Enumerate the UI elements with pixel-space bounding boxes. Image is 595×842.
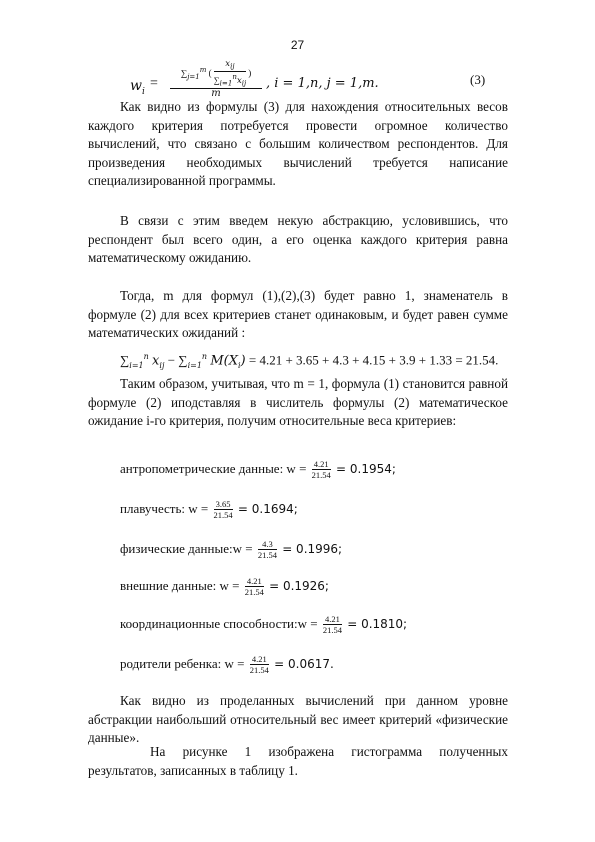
formula-eq: = bbox=[150, 76, 158, 91]
paragraph-2: В связи с этим введем некую абстракцию, условившись, что респондент был всего один, а его оценка каждого критерия равна математическому ожиданию. bbox=[88, 213, 508, 266]
equation-number: (3) bbox=[470, 72, 486, 87]
weight-line: физические данные:w = $\frac{4.3}{21.54}$ = 0.1996; bbox=[120, 539, 343, 560]
weight-line: плавучесть: w = $\frac{3.65}{21.54}$ = 0.1694; bbox=[120, 499, 298, 520]
page-number: 27 bbox=[290, 38, 305, 52]
paragraph-4: Таким образом, учитывая, что m = 1, формула (1) становится равной формуле (2) иподставляя в числитель формулы (2) математическое ожидание i-го критерия, получим относительные веса критериев: bbox=[88, 376, 508, 429]
paragraph-1: Как видно из формулы (3) для нахождения относительных весов каждого критерия потребуется провести огромное количество вычислений, что связано с большим количеством респондентов. Для произведения необходимых вычислений требуется написание специализированной программы. bbox=[88, 99, 508, 189]
weight-line: родители ребенка: w = $\frac{4.21}{21.54}$ = 0.0617. bbox=[120, 654, 334, 675]
formula-numerator: $\sum_{j=1}^m$ ( $\frac{x_{ij}}{\sum_{i=1}^nx_{ij}}$ ) bbox=[170, 60, 262, 89]
paragraph-5: Как видно из проделанных вычислений при данном уровне абстракции наибольший относительный вес имеет критерий «физические данные». bbox=[88, 693, 508, 746]
formula-3 bbox=[120, 58, 500, 102]
paragraph-6: На рисунке 1 изображена гистограмма полученных результатов, записанных в таблицу 1. bbox=[88, 744, 508, 778]
weight-line: внешние данные: w = $\frac{4.21}{21.54}$ = 0.1926; bbox=[120, 576, 329, 597]
formula-ranges: , i = 1,n, j = 1,m. bbox=[266, 76, 379, 91]
weight-line: координационные способности:w = $\frac{4.21}{21.54}$ = 0.1810; bbox=[120, 614, 408, 635]
weight-line: антропометрические данные: w = $\frac{4.21}{21.54}$ = 0.1954; bbox=[120, 459, 396, 480]
sum-formula: $\sum_{i=1}^n$ $x_{ij} - \sum_{i=1}^n$ $M(X_i) = 4.21 + 3.65 + 4.3 + 4.15 + 3.9 + 1.33 = 21.54$. bbox=[120, 352, 499, 370]
paragraph-3: Тогда, m для формул (1),(2),(3) будет равно 1, знаменатель в формуле (2) для всех критериев станет одинаковым, и будет равен сумме математических ожиданий : bbox=[88, 288, 508, 341]
formula-lhs: $w_i$ bbox=[130, 78, 145, 97]
formula-denominator: m bbox=[211, 88, 221, 99]
